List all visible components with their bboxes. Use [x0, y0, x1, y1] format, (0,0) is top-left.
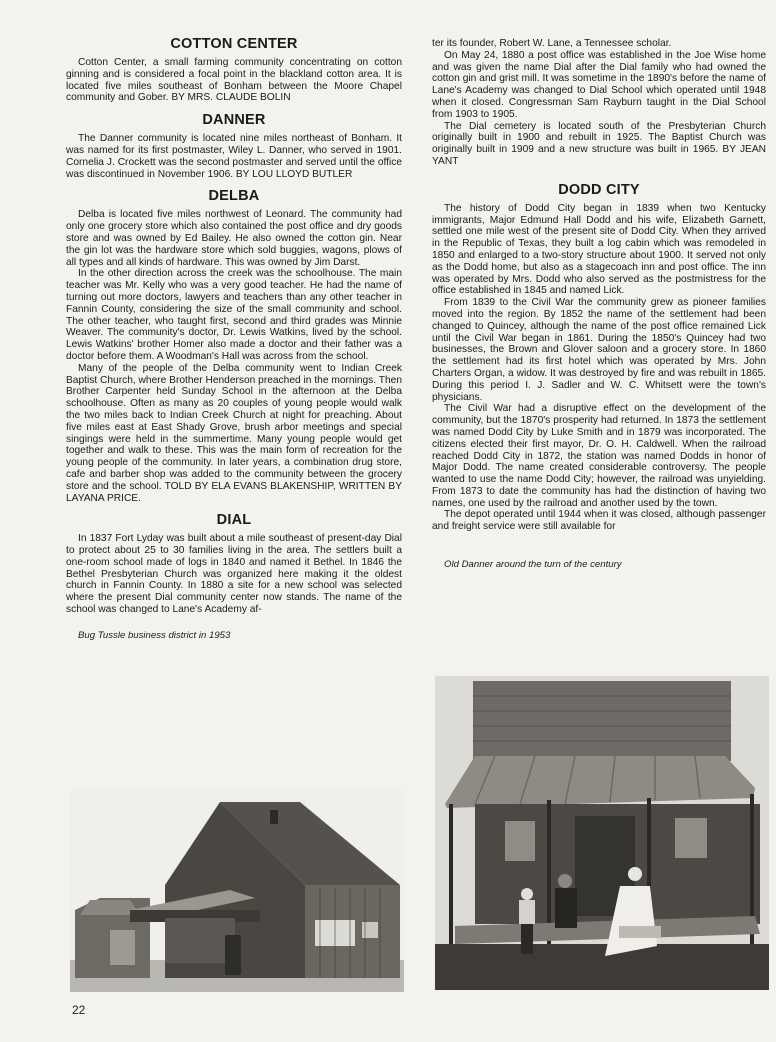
paragraph: In 1837 Fort Lyday was built about a mile southeast of present-day Dial to protect about 25 to 30 families living in the area. The settlers built a one-room school made of logs in 1840 and named it Bethel. In 1846 the Bethel Presbyterian Church was organized here making it the oldest church in Fannin County. In 1880 a site for a new school was selected where the present Dial community center now stands. The name of the school was changed to Lane's Academy af- — [66, 533, 402, 616]
section-title: DANNER — [202, 112, 266, 129]
section-dodd-city — [432, 182, 766, 533]
paragraph: The Civil War had a disruptive effect on the development of the community, but the 1870's prosperity had returned. In 1873 the settlement was named Dodd City by Luke Smith and in 1879 was incorporated. The citizens elected their first mayor, Dr. O. H. Caldwell. When the railroad reached Dodd City in 1872, the station was named Dodds in honor of Major Dodd. The name created considerable controversy. The people wanted to use the name Dodd City; however, the railroad was unyielding. From 1873 to date the community has had the distinction of having two names, one used by the railroad and another used by the town. — [432, 403, 766, 509]
paragraph: From 1839 to the Civil War the community grew as pioneer families moved into the region. By 1852 the name of the settlement had been changed to Quincey, although the name of the post office remained Lick until the Civil War began in 1861. During the 1850's Quincey had two businesses, the Brown and Glover saloon and a grocery store. In 1860 the settlement had its first hotel which was operated by Mrs. John Charters Organ, a widow. It was destroyed by fire and was rebuilt in 1865. During this period I. J. Sadler and W. C. Whitsett were the town's physicians. — [432, 297, 766, 403]
paragraph: The Dial cemetery is located south of the Presbyterian Church originally built in 1900 and rebuilt in 1925. The Baptist Church was originally built in 1909 and a new structure was built in 1965. BY JEAN YANT — [432, 120, 766, 167]
paragraph: The Danner community is located nine miles northeast of Bonham. It was named for its first postmaster, Wiley L. Danner, who served in 1901. Cornelia J. Crockett was the second postmaster and served until the office was discontinued in November 1906. BY LOU LLOYD BUTLER — [66, 133, 402, 180]
bug-tussle-building-illustration — [70, 790, 404, 992]
paragraph: On May 24, 1880 a post office was established in the Joe Wise home and was given the name Dial after the Dial family who had owned the cotton gin and grist mill. It was sometime in the 1890's before the name of Lane's Academy was changed to Dial School which operated until 1948 when it closed. Congressman Sam Rayburn taught in the Dial School from 1903 to 1905. — [432, 49, 766, 120]
left-column — [66, 36, 402, 642]
paragraph: The depot operated until 1944 when it was closed, although passenger and freight service were still available for — [432, 509, 766, 533]
photo-caption-bug-tussle: Bug Tussle business district in 1953 — [78, 629, 231, 641]
section-title: COTTON CENTER — [170, 36, 298, 52]
old-danner-store-illustration — [435, 676, 769, 990]
section-delba — [66, 188, 402, 504]
right-column — [432, 38, 766, 571]
photo-caption-old-danner: Old Danner around the turn of the century — [444, 559, 622, 571]
section-dial — [66, 512, 402, 616]
photo-bug-tussle — [70, 790, 404, 992]
section-title: DIAL — [216, 512, 252, 529]
page-number: 22 — [72, 1003, 86, 1017]
section-title: DELBA — [208, 188, 260, 205]
paragraph: Cotton Center, a small farming community concentrating on cotton ginning and is considered a focal point in the blackland cotton area. It is located five miles southeast of Bonham between the Moore Chapel community and Gober. BY MRS. CLAUDE BOLIN — [66, 57, 402, 104]
paragraph: Many of the people of the Delba community went to Indian Creek Baptist Church, where Brother Henderson preached in the mornings. Then Brother Carpenter held Sunday School in the afternoon at the Delba schoolhouse. Often as many as 20 couples of young people would walk the two miles back to Indian Creek Church at night for preaching. About five miles east at East Shady Grove, brush arbor meetings and special singings were held in the summertime. Many young people would get together and walk to these. This was the main form of recreation for the young people of the community. In later years, a combination drug store, cafe and barber shop was added to the community between the grocery store and the school. TOLD BY ELA EVANS BLAKENSHIP, WRITTEN BY LAYANA PRICE. — [66, 362, 402, 504]
photo-old-danner — [435, 676, 769, 990]
paragraph: ter its founder, Robert W. Lane, a Tennessee scholar. — [432, 38, 672, 49]
section-title: DODD CITY — [558, 181, 640, 198]
section-danner — [66, 112, 402, 180]
paragraph: The history of Dodd City began in 1839 when two Kentucky immigrants, Major Edmund Hall Dodd and his wife, Elizabeth Garnett, settled one mile west of the present site of Dodd City. When they arrived in the Republic of Texas, they built a log cabin which was remodeled in 1850 and enlarged to a two-story structure about 1900. It served not only as the Dodd home, but also as a stagecoach inn and post office. The inn was operated by Mrs. Dodd who also served as the postmistress for the office established in 1845 and named Lick. — [432, 202, 766, 297]
paragraph: Delba is located five miles northwest of Leonard. The community had only one grocery store which also contained the post office and dry goods store and was owned by Ed Bailey. He also owned the cotton gin. Near the gin lot was the hardware store which sold buggies, wagons, plows of all types and all kinds of hardware. This was owned by Jim Darst. — [66, 209, 402, 268]
paragraph: In the other direction across the creek was the schoolhouse. The main teacher was Mr. Kelly who was a very good teacher. He had the name of turning out more doctors, lawyers and teachers than any other teacher in Fannin County, considering the size of the small community and school. The other teacher, who taught first, second and third grades was Minnie Weaver. The community's doctor, Dr. Lewis Watkins, lived by the school. Lewis Watkins' brother Homer also made a doctor and their father was a doctor before them. A Woodman's Hall was across from the school. — [66, 268, 402, 362]
section-dial-continued — [432, 38, 766, 168]
section-cotton-center — [66, 36, 402, 104]
